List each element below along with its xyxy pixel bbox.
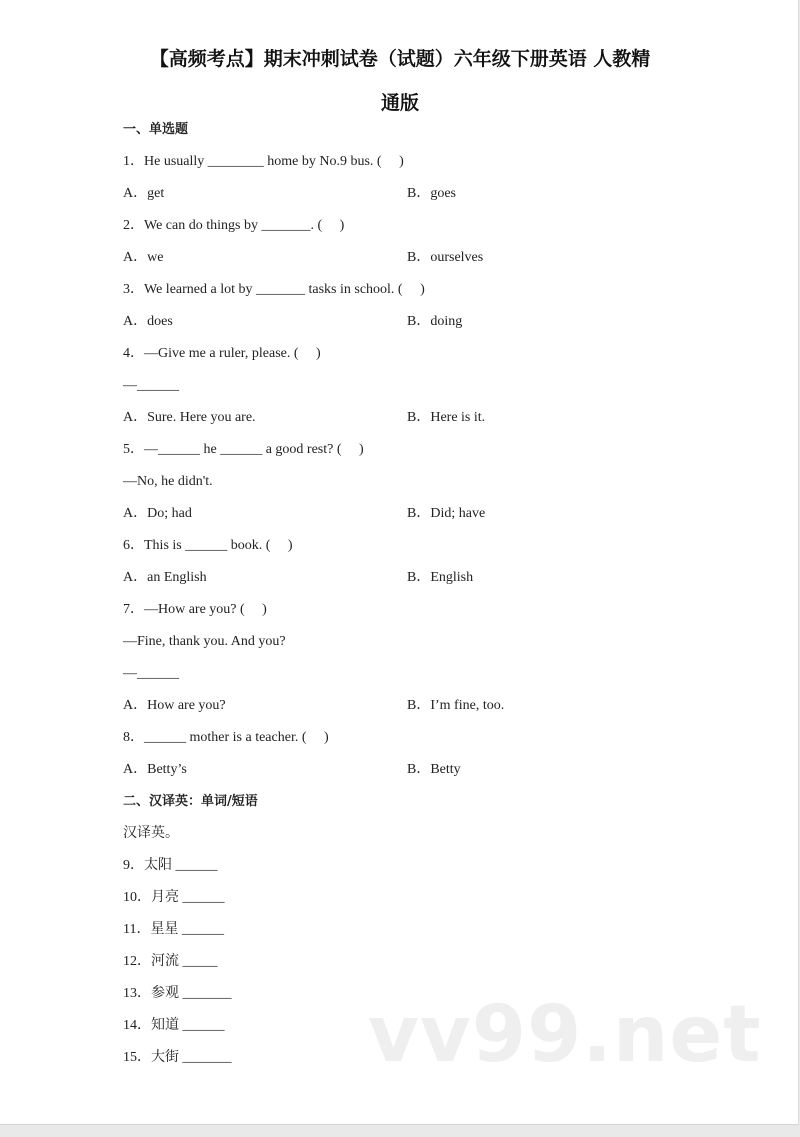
option-b: B．goes xyxy=(407,186,456,201)
option-b: B．Here is it. xyxy=(407,410,486,425)
question-line: 1．He usually ________ home by No.9 bus. ( ) xyxy=(123,154,404,169)
option-b: B．Did; have xyxy=(407,506,486,521)
options-row xyxy=(123,562,763,594)
option-a: A．an English xyxy=(123,570,207,585)
document-content xyxy=(123,114,763,1074)
document-title-line2: 通版 xyxy=(380,92,419,114)
options-row xyxy=(123,306,763,338)
question-line: —Fine, thank you. And you? xyxy=(123,634,286,649)
option-a: A．Do; had xyxy=(123,506,192,521)
question-line: —______ xyxy=(123,666,179,681)
translation-item: 10．月亮 ______ xyxy=(123,890,225,905)
translation-item: 11．星星 ______ xyxy=(123,922,224,937)
section-heading: 二、汉译英：单词/短语 xyxy=(123,794,258,809)
watermark: vv99.net xyxy=(368,990,762,1080)
option-a: A．Betty’s xyxy=(123,762,187,777)
question-line: 4．—Give me a ruler, please. ( ) xyxy=(123,346,321,361)
question-line: 2．We can do things by _______. ( ) xyxy=(123,218,345,233)
options-row xyxy=(123,178,763,210)
translation-item: 14．知道 ______ xyxy=(123,1018,225,1033)
option-b: B．I’m fine, too. xyxy=(407,698,505,713)
translation-item: 13．参观 _______ xyxy=(123,986,232,1001)
option-b: B．doing xyxy=(407,314,463,329)
question-line: 6．This is ______ book. ( ) xyxy=(123,538,293,553)
options-row xyxy=(123,498,763,530)
question-line: —No, he didn't. xyxy=(123,474,213,489)
document-title-line1: 【高频考点】期末冲刺试卷（试题）六年级下册英语 人教精 xyxy=(149,48,651,70)
option-b: B．ourselves xyxy=(407,250,484,265)
question-line: 3．We learned a lot by _______ tasks in school. ( ) xyxy=(123,282,425,297)
options-row xyxy=(123,754,763,786)
translation-item: 12．河流 _____ xyxy=(123,954,218,969)
section-heading: 一、单选题 xyxy=(123,122,189,137)
translation-item: 15．大街 _______ xyxy=(123,1050,232,1065)
translation-item: 9．太阳 ______ xyxy=(123,858,218,873)
option-a: A．we xyxy=(123,250,164,265)
option-b: B．English xyxy=(407,570,474,585)
question-line: —______ xyxy=(123,378,179,393)
option-a: A．How are you? xyxy=(123,698,226,713)
question-line: 7．—How are you? ( ) xyxy=(123,602,267,617)
translation-item: 汉译英。 xyxy=(123,826,179,841)
options-row xyxy=(123,242,763,274)
option-a: A．does xyxy=(123,314,173,329)
question-line: 5．—______ he ______ a good rest? ( ) xyxy=(123,442,364,457)
question-line: 8．______ mother is a teacher. ( ) xyxy=(123,730,329,745)
options-row xyxy=(123,402,763,434)
option-a: A．Sure. Here you are. xyxy=(123,410,256,425)
options-row xyxy=(123,690,763,722)
option-a: A．get xyxy=(123,186,165,201)
option-b: B．Betty xyxy=(407,762,461,777)
